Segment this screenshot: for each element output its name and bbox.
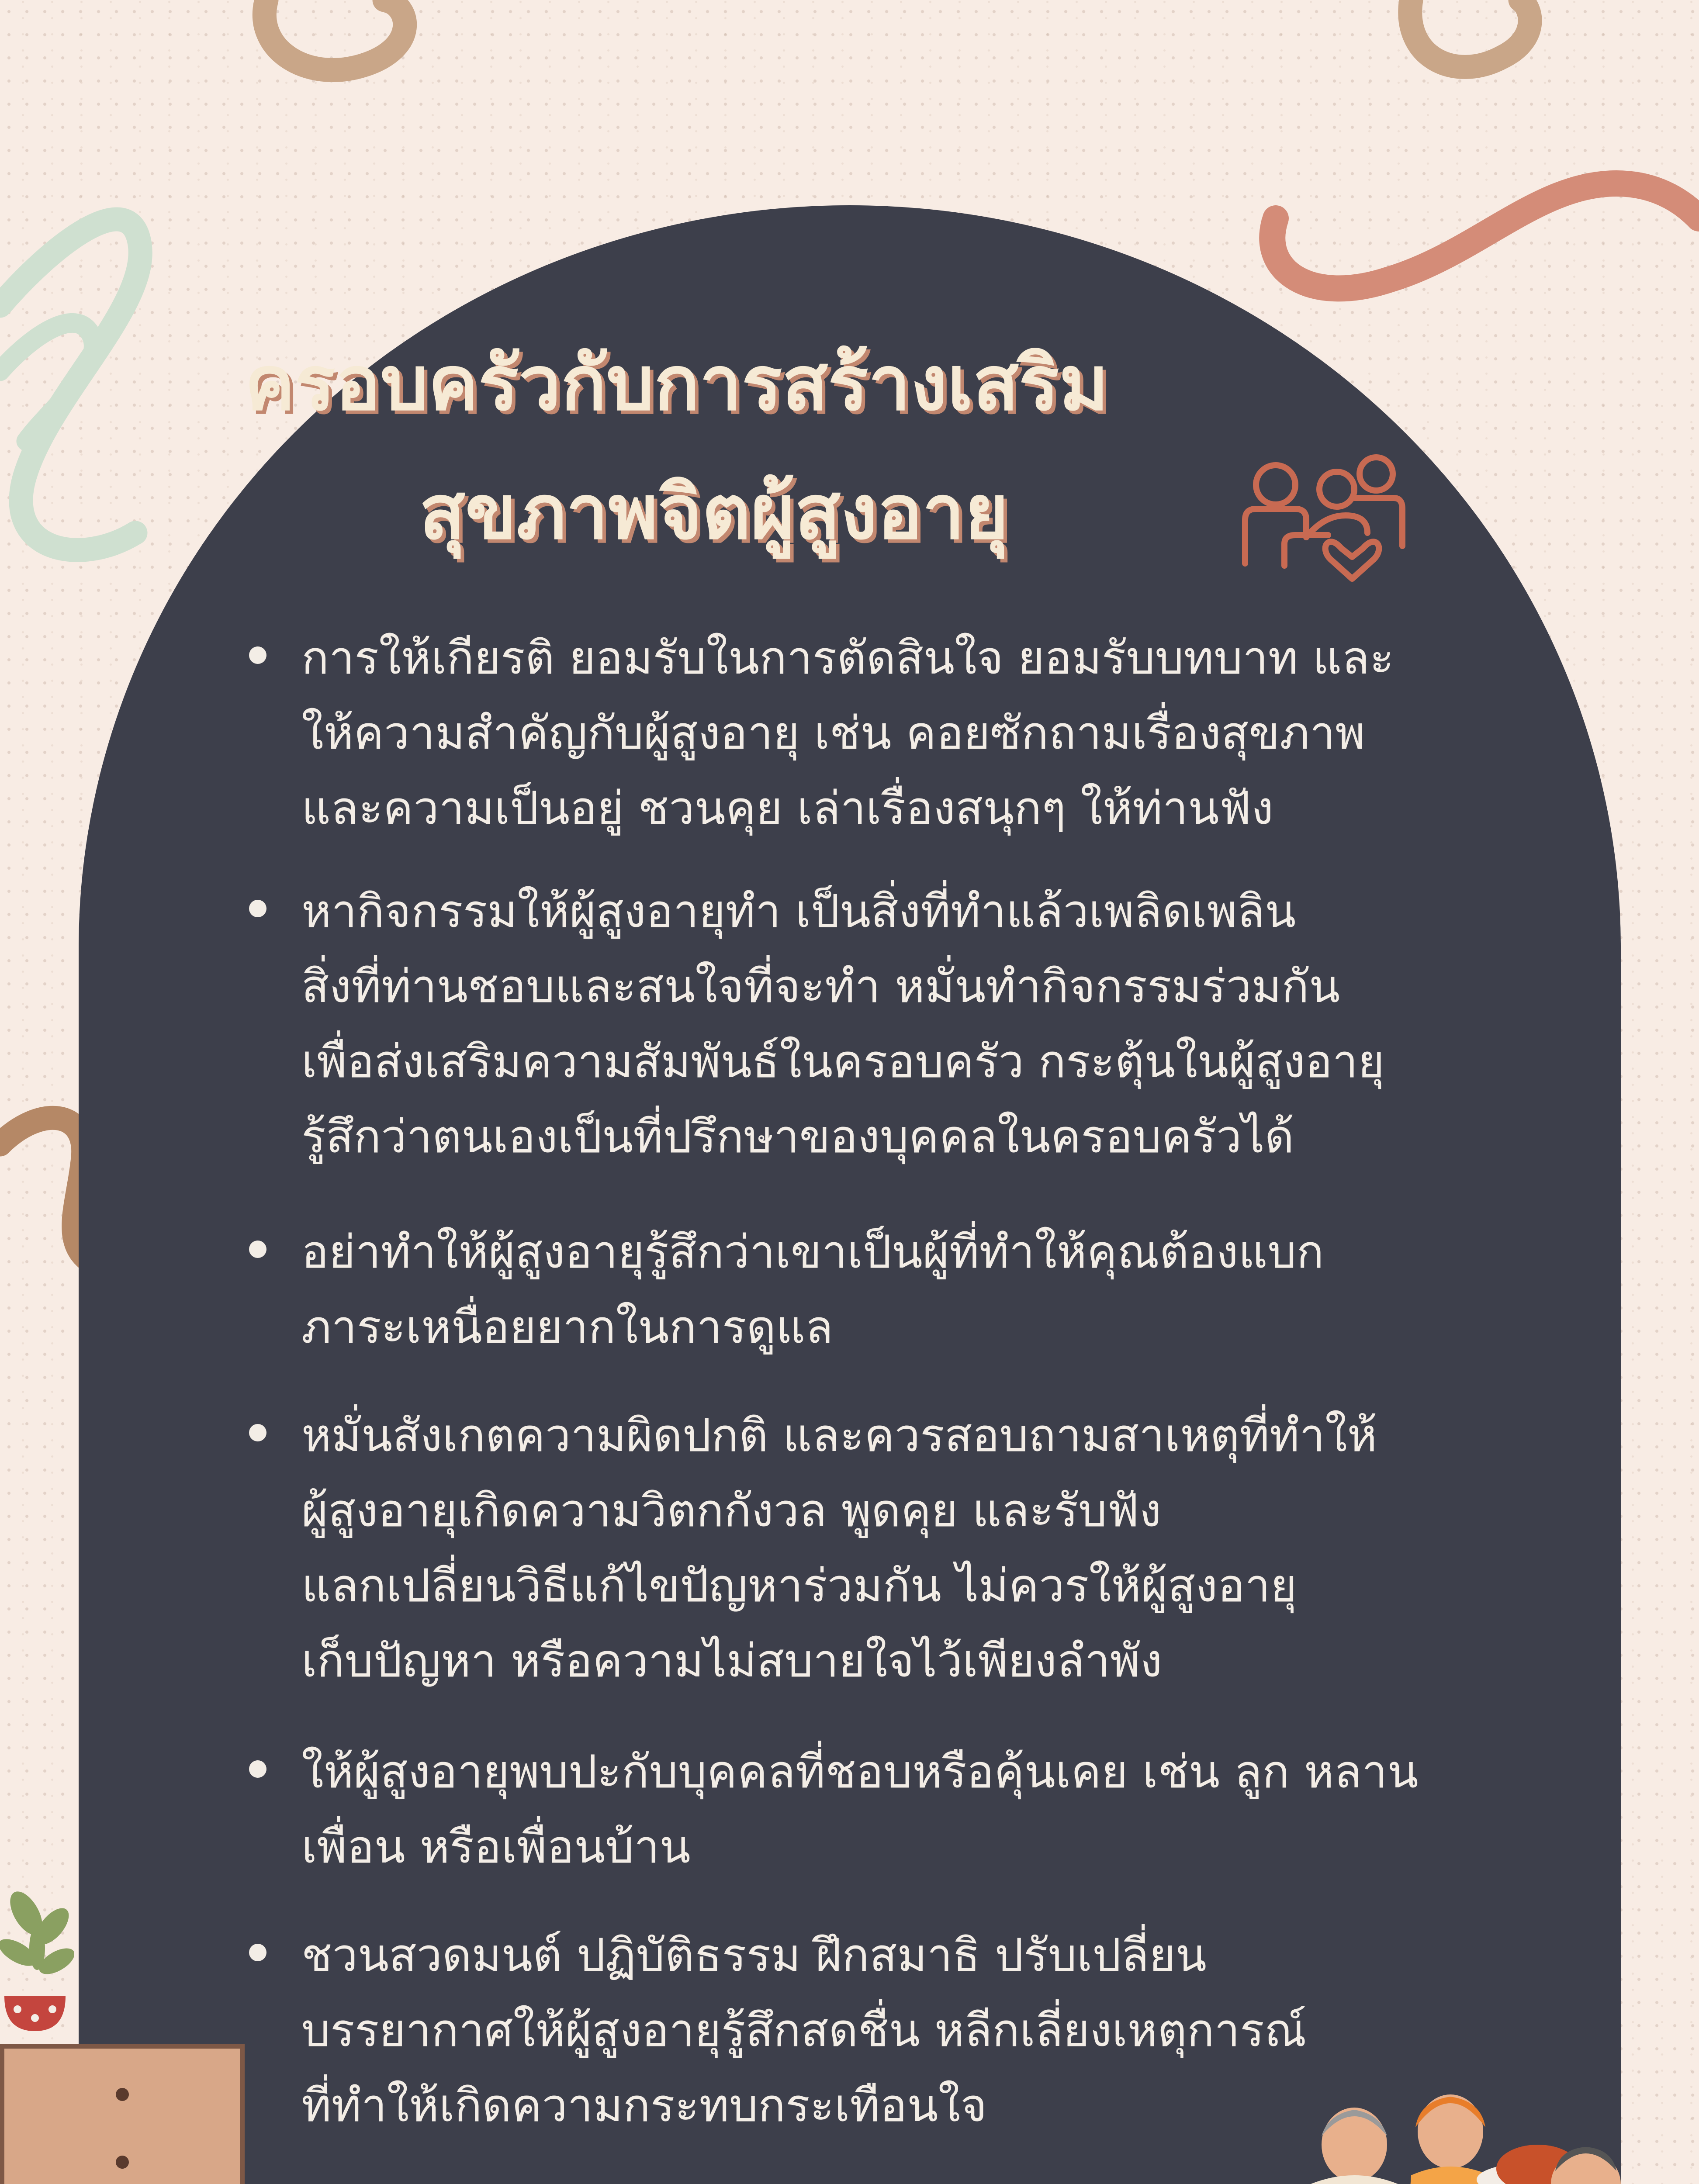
drawer-knob xyxy=(116,2088,129,2101)
bullet-dot-icon xyxy=(249,1424,266,1441)
bullet-text: อย่าทำให้ผู้สูงอายุรู้สึกว่าเขาเป็นผู้ที่ทำให้คุณต้องแบก ภาระเหนื่อยยากในการดูแล xyxy=(301,1225,1324,1354)
family-dinner-illustration xyxy=(1254,2084,1699,2184)
drawer-knob xyxy=(116,2156,129,2169)
bullet-text: ชวนสวดมนต์ ปฏิบัติธรรม ฝึกสมาธิ ปรับเปลี่ยน บรรยากาศให้ผู้สูงอายุรู้สึกสดชื่น หลีกเลี่ยงเหตุการณ์ ที่ทำให้เกิดความกระทบกระเทือนใจ xyxy=(301,1928,1307,2132)
bullet-dot-icon xyxy=(249,1241,266,1258)
bullet-text: หมั่นสังเกตความผิดปกติ และควรสอบถามสาเหตุที่ทำให้ ผู้สูงอายุเกิดความวิตกกังวล พูดคุย และรับฟัง แลกเปลี่ยนวิธีแก้ไขปัญหาร่วมกัน ไม่ควรให้ผู้สูงอายุ เก็บปัญหา หรือความไม่สบายใจไว้เพียงลำพัง xyxy=(301,1409,1377,1687)
bullet-text: ให้ผู้สูงอายุพบปะกับบุคคลที่ชอบหรือคุ้นเคย เช่น ลูก หลาน เพื่อน หรือเพื่อนบ้าน xyxy=(301,1745,1419,1873)
title-line-2: สุขภาพจิตผู้สูงอายุ xyxy=(419,468,1009,556)
title-line-1: ครอบครัวกับการสร้างเสริม xyxy=(245,339,1109,427)
family-heart-icon xyxy=(1236,454,1407,585)
bullet-dot-icon xyxy=(249,646,266,664)
bullet-dot-icon xyxy=(249,900,266,917)
bullet-dot-icon xyxy=(249,1760,266,1778)
dresser xyxy=(0,2044,245,2184)
bullet-text: หากิจกรรมให้ผู้สูงอายุทำ เป็นสิ่งที่ทำแล้วเพลิดเพลิน สิ่งที่ท่านชอบและสนใจที่จะทำ หมั่นทำกิจกรรมร่วมกัน เพื่อส่งเสริมความสัมพันธ์ในครอบครัว กระตุ้นในผู้สูงอายุ รู้สึกว่าตนเองเป็นที่ปรึกษาของบุคคลในครอบครัวได้ xyxy=(301,885,1385,1163)
potted-plant-icon xyxy=(0,1887,74,2044)
bullet-text: การให้เกียรติ ยอมรับในการตัดสินใจ ยอมรับบทบาท และ ให้ความสำคัญกับผู้สูงอายุ เช่น คอยซักถามเรื่องสุขภาพ และความเป็นอยู่ ชวนคุย เล่าเรื่องสนุกๆ ให้ท่านฟัง xyxy=(301,631,1394,835)
bullet-dot-icon xyxy=(249,1944,266,1961)
